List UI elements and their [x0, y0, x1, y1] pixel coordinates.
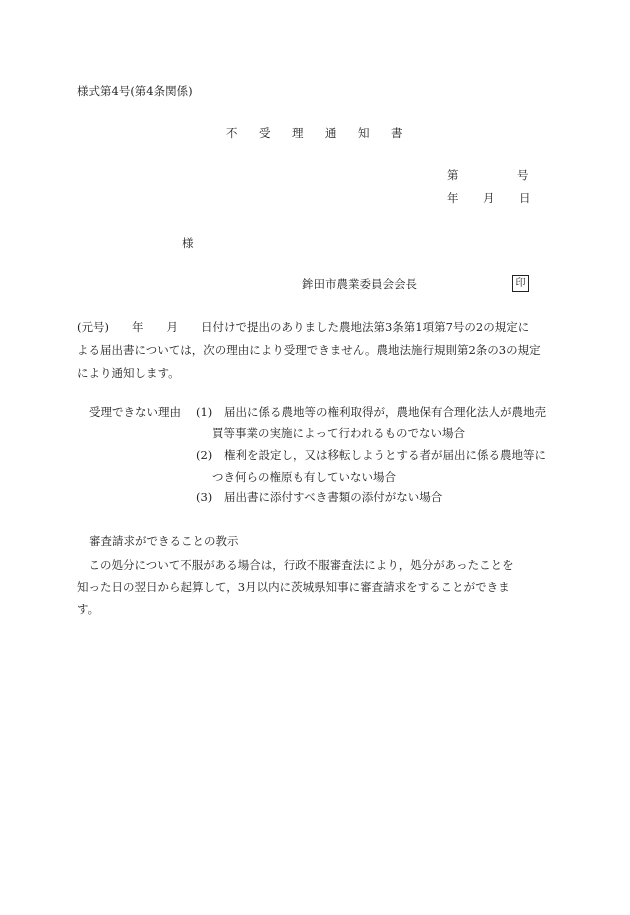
reason-text: 届出に係る農地等の権利取得が，農地保有合理化法人が農地売	[224, 405, 546, 419]
appeal-line: この処分について不服がある場合は，行政不服審査法により，処分があったことを	[77, 558, 514, 572]
body-line: (元号) 年 月 日付けで提出のありました農地法第3条第1項第7号の2の規定に	[77, 320, 530, 334]
date-line	[447, 191, 531, 205]
document-number-line	[447, 168, 529, 182]
number-prefix: 第	[447, 168, 459, 182]
form-number: 様式第4号(第4条関係)	[77, 84, 193, 98]
issuer-name: 鉾田市農業委員会会長	[302, 277, 417, 291]
title-char: 知	[358, 126, 370, 140]
title-char: 不	[226, 126, 238, 140]
reason-text: 権利を設定し，又は移転しようとする者が届出に係る農地等に	[224, 448, 546, 462]
appeal-line: 知った日の翌日から起算して，3月以内に茨城県知事に審査請求をすることができま	[77, 580, 510, 594]
reason-text-continued: 買等事業の実施によって行われるものでない場合	[212, 426, 465, 440]
body-paragraph	[77, 316, 557, 385]
reason-number: (2)	[196, 448, 213, 462]
title-char: 書	[391, 126, 403, 140]
seal-mark: 印	[512, 275, 529, 292]
date-day: 日	[519, 191, 531, 205]
reason-number: (3)	[196, 490, 213, 504]
appeal-paragraph	[77, 554, 559, 620]
reasons-heading: 受理できない理由	[89, 405, 181, 419]
addressee-suffix: 様	[182, 236, 194, 250]
reason-text: 届出書に添付すべき書類の添付がない場合	[224, 490, 443, 504]
body-line: よる届出書については，次の理由により受理できません。農地法施行規則第2条の3の規定	[77, 343, 541, 357]
document-title	[226, 126, 424, 140]
body-line: により通知します。	[77, 366, 180, 380]
title-char: 理	[292, 126, 304, 140]
appeal-line: す。	[77, 602, 100, 616]
date-month: 月	[483, 191, 495, 205]
reason-number: (1)	[196, 405, 213, 419]
title-char: 受	[259, 126, 271, 140]
appeal-heading: 審査請求ができることの教示	[89, 534, 239, 548]
number-suffix: 号	[517, 168, 529, 182]
reason-text-continued: つき何らの権原も有していない場合	[212, 470, 396, 484]
title-char: 通	[325, 126, 337, 140]
date-year: 年	[447, 191, 459, 205]
